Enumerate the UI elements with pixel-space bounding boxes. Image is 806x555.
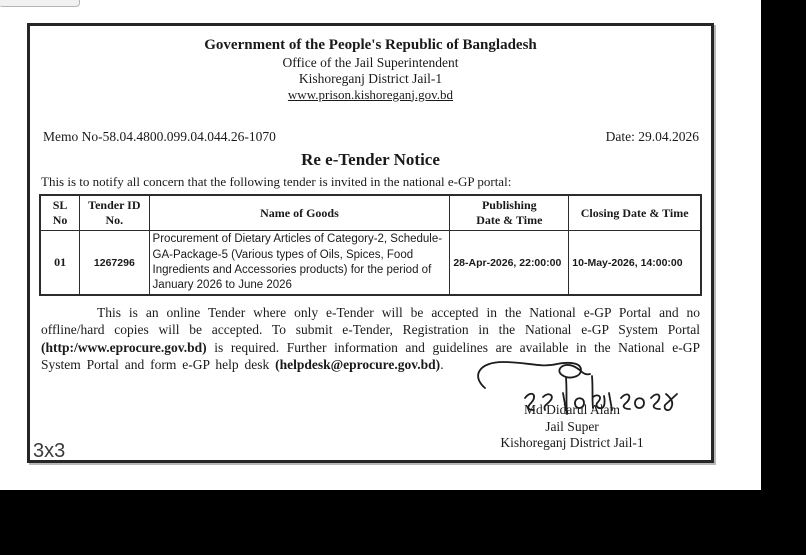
tender-table — [39, 194, 702, 296]
signature-block — [447, 358, 697, 451]
memo-row — [39, 129, 702, 145]
cell-sl-no: 01 — [40, 231, 80, 295]
signatory-office: Kishoreganj District Jail-1 — [500, 434, 644, 450]
body-segment-3: . — [440, 356, 444, 372]
letterhead-government: Government of the People's Republic of Bangladesh — [204, 37, 537, 53]
body-email-bold: (helpdesk@eprocure.gov.bd) — [275, 356, 441, 372]
tender-table-row — [40, 231, 701, 295]
notice-intro: This is to notify all concern that the following tender is invited in the national e-GP portal: — [41, 173, 512, 189]
signature-scribble — [447, 358, 697, 410]
scan-size-label: 3x3 — [33, 440, 66, 462]
handwritten-signature-icon — [469, 356, 679, 422]
header-publishing — [450, 195, 569, 231]
header-closing: Closing Date & Time — [569, 195, 701, 231]
scan-edge-artifact — [0, 0, 80, 7]
header-publishing-line1: Publishing — [481, 198, 537, 213]
letterhead-office: Office of the Jail Superintendent — [282, 54, 459, 70]
signatory-designation: Jail Super — [545, 418, 599, 434]
cell-publishing-datetime: 28-Apr-2026, 22:00:00 — [450, 231, 569, 295]
cell-tender-id: 1267296 — [80, 231, 149, 295]
body-segment-2: is required. Further information and guidelines are available in the National e-GP System Portal and form e-GP help desk — [41, 339, 700, 372]
memo-date: Date: 29.04.2026 — [605, 128, 699, 144]
header-tender-id-line1: Tender ID — [88, 198, 141, 213]
header-sl-line2: No — [52, 213, 68, 228]
signatory-name: Md Didarul Alam — [524, 402, 620, 418]
header-sl-no — [40, 195, 80, 231]
letterhead-website-link: www.prison.kishoreganj.gov.bd — [287, 86, 454, 102]
tender-table-header-row — [40, 195, 701, 231]
header-sl-line1: SL — [52, 198, 68, 213]
letterhead-jail: Kishoreganj District Jail-1 — [298, 70, 443, 86]
header-tender-id-line2: No. — [105, 213, 124, 228]
cell-closing-datetime: 10-May-2026, 14:00:00 — [569, 231, 701, 295]
scan-black-strip-bottom — [0, 490, 806, 555]
letterhead — [39, 37, 702, 102]
header-publishing-line2: Date & Time — [476, 213, 543, 228]
header-name-of-goods: Name of Goods — [149, 195, 450, 231]
body-url-bold: (http:/www.eprocure.gov.bd) — [41, 339, 207, 355]
memo-number: Memo No-58.04.4800.099.04.044.26-1070 — [43, 128, 276, 144]
scan-black-strip-right — [761, 0, 806, 555]
notice-title: Re e-Tender Notice — [301, 149, 440, 169]
body-segment-1: This is an online Tender where only e-Tender will be accepted in the National e-GP Portal and no offline/hard copies will be accepted. To submit e-Tender, Registration in the National e-GP System Portal — [41, 305, 700, 338]
cell-name-of-goods: Procurement of Dietary Articles of Category-2, Schedule-GA-Package-5 (Various types of Oils, Spices, Food Ingredients and Accessories products) for the period of January 2026 to June 2026 — [149, 231, 450, 295]
document-page — [27, 23, 714, 463]
header-tender-id — [80, 195, 149, 231]
